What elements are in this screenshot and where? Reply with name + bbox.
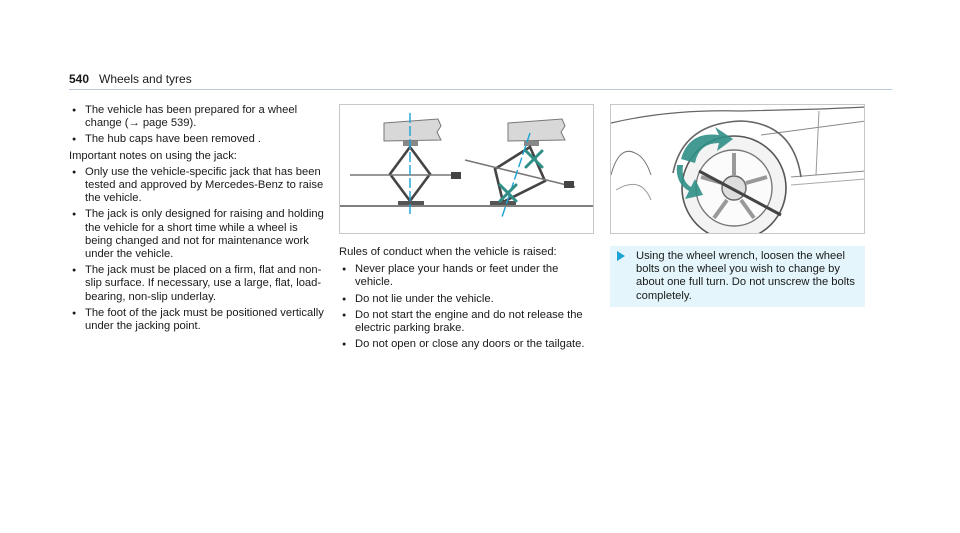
prerequisite-list bbox=[69, 104, 324, 147]
jack-foot-left bbox=[398, 201, 424, 205]
list-item: ● Do not start the engine and do not release the electric parking brake. bbox=[339, 309, 594, 335]
play-arrow-icon bbox=[617, 251, 625, 261]
page-number: 540 bbox=[69, 72, 90, 86]
instruction-text: Using the wheel wrench, loosen the wheel bolts on the wheel you wish to change by about one full turn. Do not unscrew the bolts completely. bbox=[636, 250, 855, 302]
jack-head-right bbox=[524, 141, 539, 146]
list-item: ● The jack must be placed on a firm, flat and non-slip surface. If necessary, use a large, flat, load-bearing, non-slip underlay. bbox=[69, 264, 324, 304]
column-instruction bbox=[610, 246, 865, 307]
page-header bbox=[69, 72, 892, 90]
wheel-wrench-illustration bbox=[610, 104, 865, 234]
notes-heading: Important notes on using the jack: bbox=[69, 149, 237, 162]
list-item: ● The hub caps have been removed . bbox=[69, 133, 324, 146]
rules-list bbox=[339, 263, 594, 351]
list-item: ● Only use the vehicle-specific jack that has been tested and approved by Mercedes-Benz to raise the vehicle. bbox=[69, 166, 324, 206]
jack-illustration-svg bbox=[340, 105, 594, 234]
jack-placement-illustration bbox=[339, 104, 594, 234]
jack-foot-right bbox=[490, 201, 516, 205]
jack-crank-right bbox=[564, 181, 574, 188]
side-sill-line bbox=[791, 179, 865, 185]
wheel-illustration-svg bbox=[611, 105, 865, 234]
car-door-seam bbox=[816, 111, 819, 175]
bumper-line bbox=[616, 184, 651, 200]
wheel-hub bbox=[722, 176, 746, 200]
notes-list bbox=[69, 166, 324, 333]
rules-heading: Rules of conduct when the vehicle is raised: bbox=[339, 246, 557, 258]
car-door-line bbox=[761, 121, 865, 135]
column-rules bbox=[339, 246, 594, 354]
vehicle-sill-left bbox=[384, 119, 441, 141]
list-item: ● Never place your hands or feet under the vehicle. bbox=[339, 263, 594, 289]
instruction-step bbox=[610, 246, 865, 307]
column-prerequisites bbox=[69, 104, 324, 336]
list-item: ● The vehicle has been prepared for a wheel change (→ page 539). bbox=[69, 104, 324, 130]
side-sill-line bbox=[791, 171, 865, 177]
list-item: ● Do not open or close any doors or the tailgate. bbox=[339, 338, 594, 351]
section-title: Wheels and tyres bbox=[99, 72, 192, 86]
list-item: ● The foot of the jack must be positioned vertically under the jacking point. bbox=[69, 307, 324, 333]
jack-crank-left bbox=[451, 172, 461, 179]
vehicle-sill-right bbox=[508, 119, 565, 141]
list-item: ● Do not lie under the vehicle. bbox=[339, 293, 594, 306]
list-item: ● The jack is only designed for raising and holding the vehicle for a short time while a wheel is being changed and not for maintenance work under the vehicle. bbox=[69, 208, 324, 261]
headlight-outline bbox=[611, 151, 651, 175]
